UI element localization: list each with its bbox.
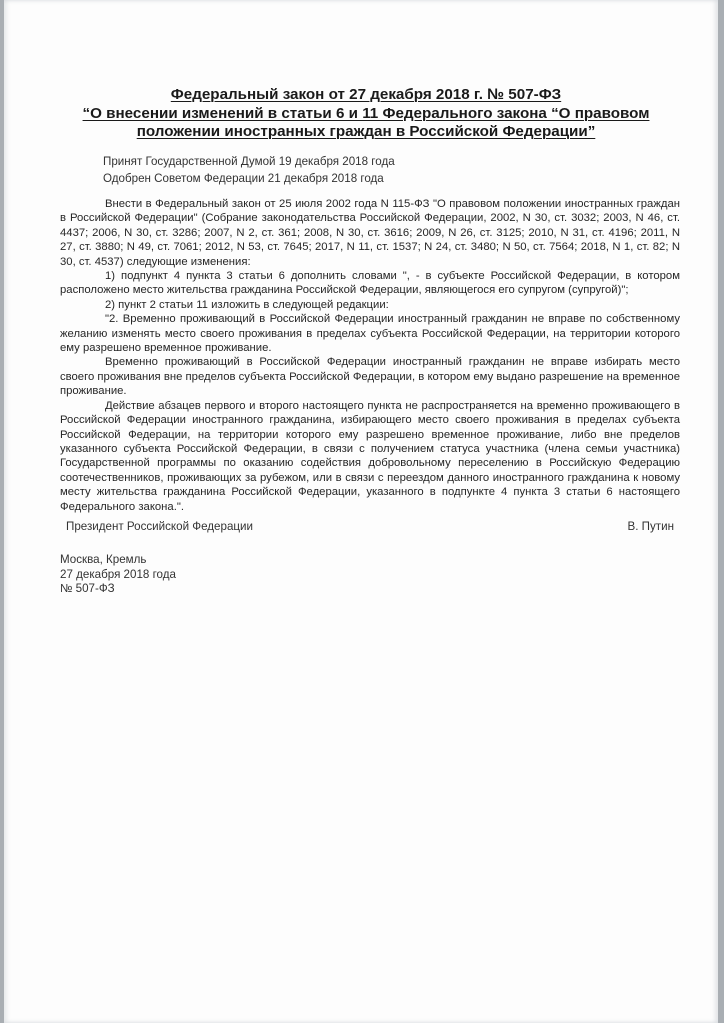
law-number: № 507-ФЗ	[60, 582, 115, 595]
signatory-position: Президент Российской Федерации	[66, 520, 253, 533]
adoption-info	[103, 153, 395, 187]
title-line-3: положении иностранных граждан в Российской Федерации”	[136, 123, 596, 140]
signing-date: 27 декабря 2018 года	[60, 567, 176, 581]
place: Москва, Кремль	[60, 553, 147, 566]
paragraph-new-text-1: "2. Временно проживающий в Российской Федерации иностранный гражданин не вправе по собственному желанию изменять место своего проживания в пределах субъекта Российской Федерации, на территории которого ему разрешено временное проживание.	[60, 313, 680, 355]
title-line-1: Федеральный закон от 27 декабря 2018 г. № 507-ФЗ	[170, 86, 562, 103]
law-body	[60, 197, 680, 514]
signatory-name: В. Путин	[627, 520, 674, 533]
place-and-date	[60, 553, 176, 597]
title-line-2: “О внесении изменений в статьи 6 и 11 Федерального закона “О правовом	[82, 104, 650, 122]
adopted-by-duma: Принят Государственной Думой 19 декабря 2018 года	[103, 155, 395, 168]
paragraph-new-text-3: Действие абзацев первого и второго настоящего пункта не распространяется на временно проживающего в Российской Федерации иностранного гражданина, избирающего место своего проживания в пределах субъекта Российской Федерации, на территории которого ему разрешено временное проживание, либо вне пределов указанного субъекта Российской Федерации, в связи с получением статуса участника (члена семьи участника) Государственной программы по оказанию содействия добровольному переселению в Российскую Федерацию соотечественников, проживающих за рубежом, или в связи с переездом данного иностранного гражданина к новому месту жительства гражданина Российской Федерации, указанного в подпункте 4 пункта 3 статьи 6 настоящего Федерального закона.".	[60, 399, 680, 513]
document-title	[4, 86, 724, 142]
paragraph-new-text-2: Временно проживающий в Российской Федерации иностранный гражданин не вправе избирать место своего проживания вне пределов субъекта Российской Федерации, в котором ему выдано разрешение на временное проживание.	[60, 356, 680, 398]
paragraph-intro: Внести в Федеральный закон от 25 июля 2002 года N 115-ФЗ "О правовом положении иностранных граждан в Российской Федерации" (Собрание законодательства Российской Федерации, 2002, N 30, ст. 3032; 2003, N 46, ст. 4437; 2006, N 30, ст. 3286; 2007, N 2, ст. 361; 2008, N 30, ст. 3616; 2009, N 26, ст. 3125; 2010, N 31, ст. 4196; 2011, N 27, ст. 3880; N 49, ст. 7061; 2012, N 53, ст. 7645; 2017, N 11, ст. 1537; N 24, ст. 3480; N 50, ст. 7564; 2018, N 1, ст. 82; N 30, ст. 4537) следующие изменения:	[60, 198, 680, 268]
approved-by-council: Одобрен Советом Федерации 21 декабря 2018 года	[103, 172, 384, 185]
document-page	[4, 0, 718, 1023]
paragraph-item-2: 2) пункт 2 статьи 11 изложить в следующей редакции:	[105, 298, 389, 311]
paragraph-item-1: 1) подпункт 4 пункта 3 статьи 6 дополнить словами ", - в субъекте Российской Федерации, в котором расположено место жительства гражданина Российской Федерации, являющегося его супругом (супругой)";	[60, 270, 680, 297]
